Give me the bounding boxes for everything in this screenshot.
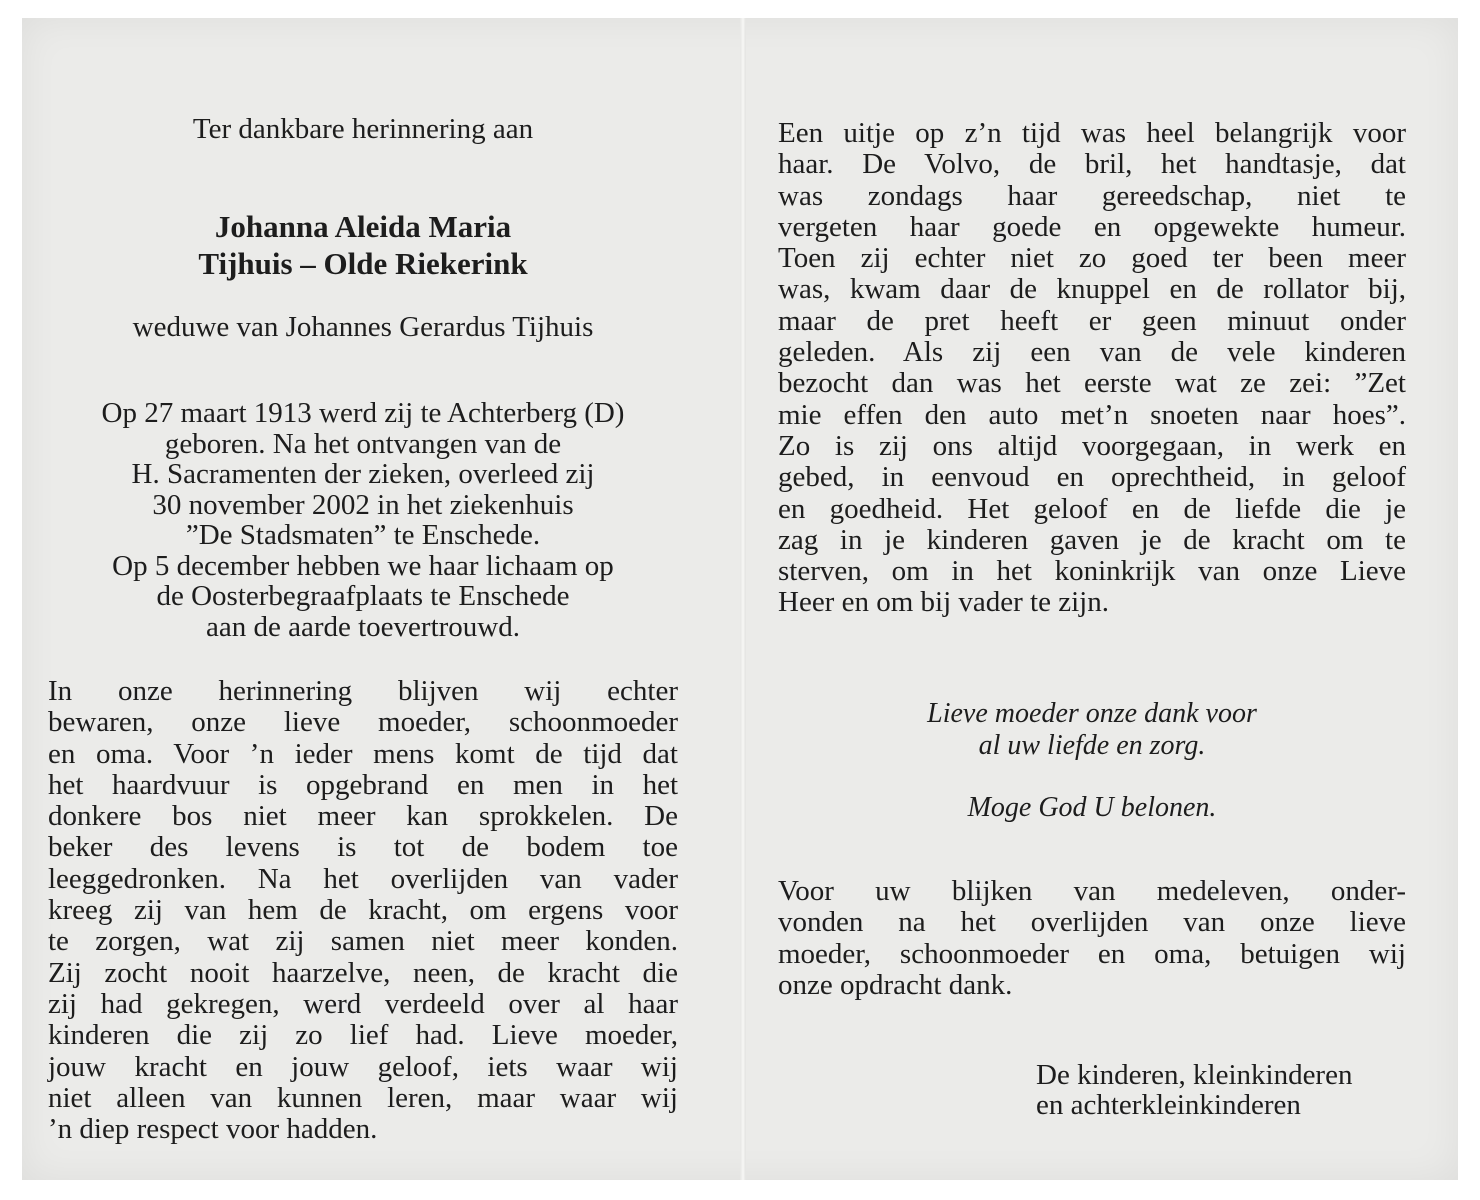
widow-line: weduwe van Johannes Gerardus Tijhuis	[132, 311, 594, 343]
thanks-paragraph	[778, 876, 1406, 1001]
story-line: maar de pret heeft er geen minuut onder	[778, 304, 1406, 337]
signature	[1036, 1060, 1416, 1120]
signature-line-1: De kinderen, kleinkinderen	[1036, 1059, 1353, 1091]
memory-line: donkere bos niet meer kan sprokkelen. De	[48, 800, 678, 833]
poem-line-2: al uw liefde en zorg.	[978, 730, 1206, 761]
memory-line: kinderen die zij zo lief had. Lieve moeder,	[48, 1019, 678, 1052]
memory-line: zij had gekregen, werd verdeeld over al haar	[48, 987, 678, 1020]
story-paragraph	[778, 118, 1406, 619]
memory-line: leeggedronken. Na het overlijden van vader	[48, 862, 678, 895]
memory-line: te zorgen, wat zij samen niet meer konden.	[48, 925, 678, 958]
story-line: mie effen den auto met’n snoeten naar hoes”.	[778, 398, 1406, 431]
thanks-line: Voor uw blijken van medeleven, onder-	[778, 875, 1406, 907]
memory-line: beker des levens is tot de bodem toe	[48, 831, 678, 864]
deceased-name	[48, 208, 678, 282]
memory-line: ’n diep respect voor hadden.	[48, 1113, 378, 1146]
biography	[48, 398, 678, 642]
bio-line: 30 november 2002 in het ziekenhuis	[152, 488, 574, 521]
story-line: Heer en om bij vader te zijn.	[778, 586, 1109, 619]
story-line: Toen zij echter niet zo goed ter been meer	[778, 242, 1406, 275]
intro-text: Ter dankbare herinnering aan	[192, 113, 534, 145]
bio-line: geboren. Na het ontvangen van de	[164, 427, 562, 460]
bio-line: Op 5 december hebben we haar lichaam op	[112, 549, 614, 582]
poem-spacer	[778, 762, 1406, 792]
bio-line: aan de aarde toevertrouwd.	[205, 610, 520, 643]
story-line: vergeten haar goede en opgewekte humeur.	[778, 210, 1406, 243]
memory-paragraph	[48, 676, 678, 1145]
story-line: sterven, om in het koninkrijk van onze Lieve	[778, 555, 1406, 588]
story-line: was, kwam daar de knuppel en de rollator bij,	[778, 273, 1406, 306]
memory-line: bewaren, onze lieve moeder, schoonmoeder	[48, 706, 678, 739]
poem-line-3: Moge God U belonen.	[967, 792, 1217, 823]
memory-line: en oma. Voor ’n ieder mens komt de tijd dat	[48, 737, 678, 770]
memory-line: In onze herinnering blijven wij echter	[48, 675, 678, 707]
memory-line: Zij zocht nooit haarzelve, neen, de kracht die	[48, 956, 678, 989]
bio-line: Op 27 maart 1913 werd zij te Achterberg (D)	[101, 397, 625, 429]
thanks-line: vonden na het overlijden van onze lieve	[778, 906, 1406, 939]
memory-line: jouw kracht en jouw geloof, iets waar wij	[48, 1050, 678, 1083]
story-line: Zo is zij ons altijd voorgegaan, in werk en	[778, 429, 1406, 462]
story-line: zag in je kinderen gaven je de kracht om te	[778, 523, 1406, 556]
story-line: geleden. Als zij een van de vele kinderen	[778, 336, 1406, 369]
story-line: bezocht dan was het eerste wat ze zei: ”Zet	[778, 367, 1406, 400]
thanks-line: onze opdracht dank.	[778, 968, 1013, 1001]
bio-line: ”De Stadsmaten” te Enschede.	[185, 519, 541, 551]
bio-line: H. Sacramenten der zieken, overleed zij	[131, 458, 595, 490]
story-line: was zondags haar gereedschap, niet te	[778, 179, 1406, 212]
name-line-2: Tijhuis – Olde Riekerink	[198, 246, 528, 281]
name-line-1: Johanna Aleida Maria	[214, 209, 512, 244]
signature-line-2: en achterkleinkinderen	[1036, 1089, 1301, 1121]
story-line: en goedheid. Het geloof en de liefde die je	[778, 492, 1406, 525]
story-line: gebed, in eenvoud en oprechtheid, in geloof	[778, 461, 1406, 494]
poem-line-1: Lieve moeder onze dank voor	[927, 698, 1257, 729]
memory-line: het haardvuur is opgebrand en men in het	[48, 768, 678, 801]
memory-line: niet alleen van kunnen leren, maar waar wij	[48, 1081, 678, 1114]
bio-line: de Oosterbegraafplaats te Enschede	[156, 580, 570, 612]
thanks-line: moeder, schoonmoeder en oma, betuigen wij	[778, 937, 1406, 970]
story-line: Een uitje op z’n tijd was heel belangrijk voor	[778, 117, 1406, 149]
poem	[778, 698, 1406, 824]
memory-line: kreeg zij van hem de kracht, om ergens voor	[48, 894, 678, 927]
story-line: haar. De Volvo, de bril, het handtasje, dat	[778, 148, 1406, 181]
card-fold	[740, 18, 746, 1180]
